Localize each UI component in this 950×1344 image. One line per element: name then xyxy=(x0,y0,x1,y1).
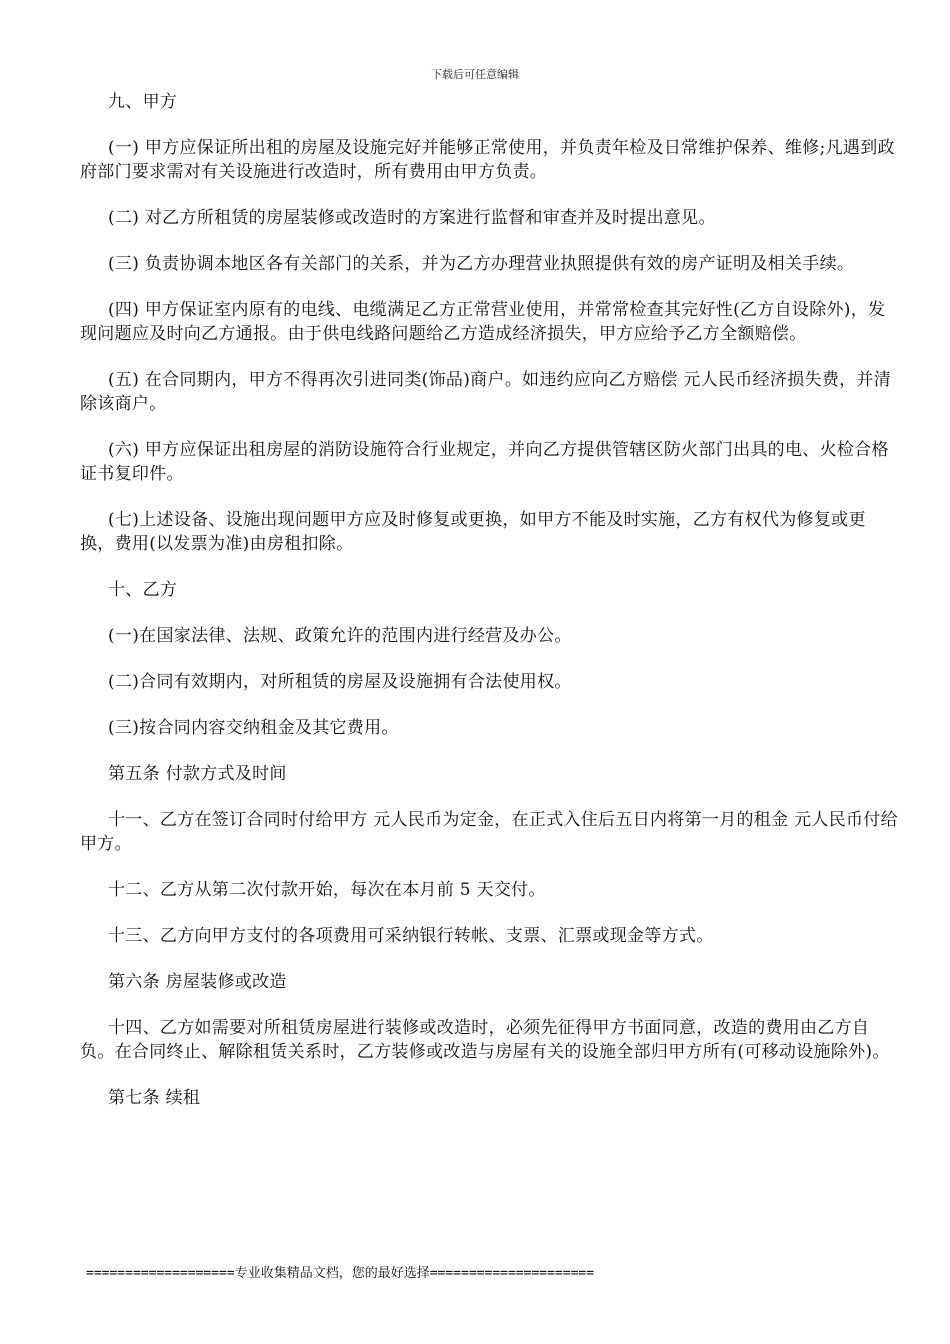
section-heading: 十、乙方 xyxy=(108,580,178,600)
clause-paragraph: (一) 甲方应保证所出租的房屋及设施完好并能够正常使用，并负责年检及日常维护保养、维修;凡遇到政府部门要求需对有关设施进行改造时，所有费用由甲方负责。 xyxy=(80,138,895,182)
clause-paragraph: (六) 甲方应保证出租房屋的消防设施符合行业规定，并向乙方提供管辖区防火部门出具的电、火检合格证书复印件。 xyxy=(80,440,889,484)
header-note: 下载后可任意编辑 xyxy=(431,68,519,81)
clause-paragraph: (四) 甲方保证室内原有的电线、电缆满足乙方正常营业使用，并常常检查其完好性(乙方自设除外)，发现问题应及时向乙方通报。由于供电线路问题给乙方造成经济损失，甲方应给予乙方全额赔偿。 xyxy=(80,300,886,344)
clause-paragraph: (一)在国家法律、法规、政策允许的范围内进行经营及办公。 xyxy=(108,626,572,646)
clause-paragraph: 十一、乙方在签订合同时付给甲方 元人民币为定金，在正式入住后五日内将第一月的租金 元人民币付给甲方。 xyxy=(80,810,898,854)
clause-paragraph: (二)合同有效期内，对所租赁的房屋及设施拥有合法使用权。 xyxy=(108,672,572,692)
section-heading: 九、甲方 xyxy=(108,92,178,112)
clause-paragraph: 十三、乙方向甲方支付的各项费用可采纳银行转帐、支票、汇票或现金等方式。 xyxy=(108,926,714,946)
article-heading: 第七条 续租 xyxy=(108,1088,201,1108)
clause-paragraph: (三)按合同内容交纳租金及其它费用。 xyxy=(108,718,399,738)
clause-paragraph: 十二、乙方从第二次付款开始，每次在本月前 5 天交付。 xyxy=(108,880,546,900)
article-heading: 第五条 付款方式及时间 xyxy=(108,764,287,784)
clause-paragraph: (七)上述设备、设施出现问题甲方应及时修复或更换，如甲方不能及时实施，乙方有权代为修复或更换，费用(以发票为准)由房租扣除。 xyxy=(80,510,866,554)
footer-banner: ===================专业收集精品文档，您的最好选择===================== xyxy=(86,1266,595,1281)
clause-paragraph: (二) 对乙方所租赁的房屋装修或改造时的方案进行监督和审查并及时提出意见。 xyxy=(108,208,716,228)
clause-paragraph: (三) 负责协调本地区各有关部门的关系，并为乙方办理营业执照提供有效的房产证明及相关手续。 xyxy=(108,254,855,274)
clause-paragraph: (五) 在合同期内，甲方不得再次引进同类(饰品)商户。如违约应向乙方赔偿 元人民币经济损失费，并清除该商户。 xyxy=(80,370,892,414)
clause-paragraph: 十四、乙方如需要对所租赁房屋进行装修或改造时，必须先征得甲方书面同意，改造的费用由乙方自负。在合同终止、解除租赁关系时，乙方装修或改造与房屋有关的设施全部归甲方所有(可移动设施除外)。 xyxy=(80,1018,890,1062)
article-heading: 第六条 房屋装修或改造 xyxy=(108,972,287,992)
document-body xyxy=(80,90,900,1132)
